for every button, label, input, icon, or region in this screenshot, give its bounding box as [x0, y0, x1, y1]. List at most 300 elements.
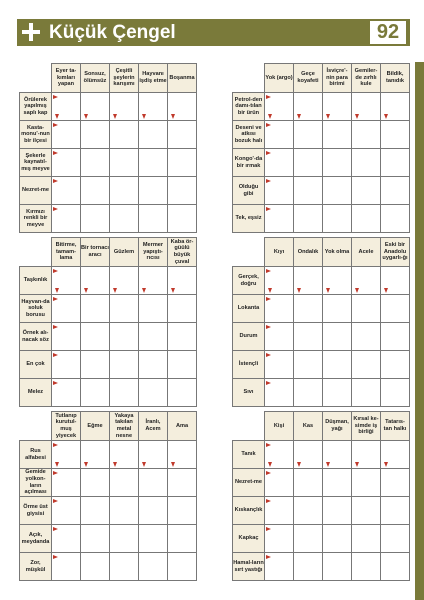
answer-cell[interactable] [352, 93, 381, 121]
top-clue-cell [352, 64, 381, 93]
top-clue-cell [294, 64, 323, 93]
answer-cell[interactable] [139, 323, 168, 351]
right-arrow-icon [266, 555, 271, 559]
down-arrow-icon [142, 462, 146, 467]
right-arrow-icon [53, 499, 58, 503]
answer-cell[interactable] [294, 205, 323, 233]
answer-cell[interactable] [110, 525, 139, 553]
answer-cell[interactable] [381, 525, 410, 553]
clue-text: Tatarıs-tan halkı [383, 419, 407, 432]
clue-text: Açık, meydanda [21, 531, 50, 545]
grid-corner [233, 238, 265, 267]
answer-cell[interactable] [323, 205, 352, 233]
top-clue-cell [381, 412, 410, 441]
answer-cell[interactable] [294, 351, 323, 379]
left-clue-cell [233, 177, 265, 205]
left-clue-cell [20, 205, 52, 233]
answer-cell[interactable] [52, 351, 81, 379]
answer-cell[interactable] [81, 379, 110, 407]
answer-cell[interactable] [110, 553, 139, 581]
answer-cell[interactable] [139, 553, 168, 581]
top-clue-cell [52, 238, 81, 267]
answer-cell[interactable] [81, 351, 110, 379]
answer-cell[interactable] [139, 121, 168, 149]
answer-cell[interactable] [381, 149, 410, 177]
clue-text: Bildik, tanıdık [385, 71, 405, 84]
down-arrow-icon [355, 462, 359, 467]
right-arrow-icon [53, 151, 58, 155]
answer-cell[interactable] [352, 177, 381, 205]
answer-cell[interactable] [168, 351, 197, 379]
top-clue-cell [52, 412, 81, 441]
right-arrow-icon [266, 269, 271, 273]
answer-cell[interactable] [81, 177, 110, 205]
answer-cell[interactable] [110, 177, 139, 205]
grid-corner [20, 412, 52, 441]
answer-cell[interactable] [110, 295, 139, 323]
right-arrow-icon [266, 381, 271, 385]
top-clue-cell [294, 238, 323, 267]
answer-cell[interactable] [381, 469, 410, 497]
clue-text: Yok (argo) [265, 74, 293, 81]
answer-cell[interactable] [265, 149, 294, 177]
puzzle-4 [232, 237, 410, 407]
left-clue-cell [233, 121, 265, 149]
answer-cell[interactable] [110, 497, 139, 525]
right-arrow-icon [266, 95, 271, 99]
answer-cell[interactable] [265, 525, 294, 553]
clue-text: Kas [302, 422, 314, 429]
top-clue-cell [352, 238, 381, 267]
clue-text: Olduğu gibi [238, 183, 259, 197]
top-clue-cell [168, 238, 197, 267]
answer-cell[interactable] [139, 469, 168, 497]
left-clue-cell [20, 93, 52, 121]
right-arrow-icon [53, 555, 58, 559]
answer-cell[interactable] [381, 441, 410, 469]
answer-cell[interactable] [139, 205, 168, 233]
answer-cell[interactable] [52, 525, 81, 553]
answer-cell[interactable] [323, 351, 352, 379]
right-arrow-icon [53, 527, 58, 531]
clue-text: Taşkınlık [23, 277, 48, 284]
answer-cell[interactable] [381, 177, 410, 205]
crossword-grid [19, 237, 197, 407]
right-arrow-icon [266, 207, 271, 211]
answer-cell[interactable] [323, 379, 352, 407]
answer-cell[interactable] [110, 469, 139, 497]
clue-text: Kapkaç [238, 535, 259, 542]
answer-cell[interactable] [381, 267, 410, 295]
answer-cell[interactable] [168, 469, 197, 497]
down-arrow-icon [142, 114, 146, 119]
answer-cell[interactable] [265, 267, 294, 295]
answer-cell[interactable] [323, 177, 352, 205]
left-clue-cell [20, 323, 52, 351]
answer-cell[interactable] [168, 379, 197, 407]
answer-cell[interactable] [323, 295, 352, 323]
answer-cell[interactable] [81, 323, 110, 351]
answer-cell[interactable] [110, 379, 139, 407]
down-arrow-icon [113, 288, 117, 293]
crossword-grid [19, 411, 197, 581]
clue-text: Eski bir Anadolu uygarlı-ğı [382, 242, 408, 262]
left-clue-cell [233, 149, 265, 177]
answer-cell[interactable] [52, 149, 81, 177]
answer-cell[interactable] [81, 121, 110, 149]
clue-text: İstençli [238, 361, 259, 368]
left-clue-cell [20, 497, 52, 525]
answer-cell[interactable] [352, 149, 381, 177]
down-arrow-icon [355, 288, 359, 293]
grid-corner [233, 412, 265, 441]
clue-text: En çok [26, 361, 45, 368]
answer-cell[interactable] [52, 267, 81, 295]
left-clue-cell [20, 351, 52, 379]
clue-text: Eyer ta-kımları yapan [55, 68, 77, 88]
puzzle-2 [232, 63, 410, 233]
answer-cell[interactable] [168, 93, 197, 121]
clue-text: Kasta-monu'-nun bir ilçesi [21, 124, 50, 144]
puzzle-3 [19, 237, 197, 407]
top-clue-cell [294, 412, 323, 441]
left-clue-cell [20, 441, 52, 469]
down-arrow-icon [113, 462, 117, 467]
left-clue-cell [233, 469, 265, 497]
answer-cell[interactable] [110, 205, 139, 233]
top-clue-cell [168, 64, 197, 93]
clue-text: Acele [358, 248, 374, 255]
left-clue-cell [20, 295, 52, 323]
answer-cell[interactable] [52, 121, 81, 149]
answer-cell[interactable] [52, 379, 81, 407]
answer-cell[interactable] [52, 441, 81, 469]
answer-cell[interactable] [52, 553, 81, 581]
answer-cell[interactable] [323, 267, 352, 295]
clue-text: Kırsal ke-simde iş birliği [353, 416, 379, 436]
down-arrow-icon [84, 114, 88, 119]
top-clue-cell [110, 412, 139, 441]
answer-cell[interactable] [110, 351, 139, 379]
top-clue-cell [139, 238, 168, 267]
left-clue-cell [20, 525, 52, 553]
answer-cell[interactable] [323, 121, 352, 149]
answer-cell[interactable] [265, 469, 294, 497]
plus-icon [22, 23, 40, 41]
clue-text: Hayvan-da soluk borusu [21, 298, 50, 318]
answer-cell[interactable] [294, 469, 323, 497]
answer-cell[interactable] [139, 525, 168, 553]
answer-cell[interactable] [352, 295, 381, 323]
answer-cell[interactable] [294, 441, 323, 469]
answer-cell[interactable] [381, 323, 410, 351]
answer-cell[interactable] [110, 149, 139, 177]
left-clue-cell [233, 525, 265, 553]
top-clue-cell [110, 64, 139, 93]
answer-cell[interactable] [265, 121, 294, 149]
grid-corner [20, 238, 52, 267]
top-clue-cell [323, 238, 352, 267]
answer-cell[interactable] [168, 441, 197, 469]
answer-cell[interactable] [323, 93, 352, 121]
down-arrow-icon [384, 462, 388, 467]
answer-cell[interactable] [52, 323, 81, 351]
clue-text: Ondalık [297, 248, 319, 255]
clue-text: Düşman, yağı [325, 419, 349, 432]
answer-cell[interactable] [294, 121, 323, 149]
top-clue-cell [381, 64, 410, 93]
down-arrow-icon [268, 462, 272, 467]
answer-cell[interactable] [168, 295, 197, 323]
answer-cell[interactable] [352, 379, 381, 407]
page-number: 92 [370, 21, 406, 44]
answer-cell[interactable] [265, 295, 294, 323]
clue-text: Bir tornacı aracı [81, 245, 109, 258]
right-arrow-icon [266, 443, 271, 447]
answer-cell[interactable] [139, 351, 168, 379]
answer-cell[interactable] [139, 93, 168, 121]
clue-text: Kıskançlık [234, 507, 263, 514]
right-arrow-icon [53, 207, 58, 211]
page-header [17, 19, 410, 46]
left-clue-cell [233, 497, 265, 525]
down-arrow-icon [171, 288, 175, 293]
down-arrow-icon [268, 288, 272, 293]
answer-cell[interactable] [265, 177, 294, 205]
top-clue-cell [352, 412, 381, 441]
answer-cell[interactable] [110, 323, 139, 351]
answer-cell[interactable] [352, 469, 381, 497]
answer-cell[interactable] [139, 267, 168, 295]
answer-cell[interactable] [265, 441, 294, 469]
clue-text: Eğme [87, 422, 103, 429]
left-clue-cell [20, 177, 52, 205]
answer-cell[interactable] [168, 497, 197, 525]
answer-cell[interactable] [265, 497, 294, 525]
clue-text: Deseni ve atkısı bozuk halı [234, 124, 263, 144]
crossword-grid [232, 411, 410, 581]
right-arrow-icon [53, 95, 58, 99]
answer-cell[interactable] [81, 267, 110, 295]
clue-text: Mermer yapıştı-rıcısı [142, 242, 164, 262]
answer-cell[interactable] [168, 121, 197, 149]
top-clue-cell [265, 64, 294, 93]
answer-cell[interactable] [323, 553, 352, 581]
answer-cell[interactable] [110, 267, 139, 295]
answer-cell[interactable] [381, 351, 410, 379]
clue-text: Durum [239, 333, 258, 340]
top-clue-cell [81, 238, 110, 267]
right-arrow-icon [266, 151, 271, 155]
clue-text: Gerçek, doğru [238, 273, 259, 287]
answer-cell[interactable] [168, 267, 197, 295]
answer-cell[interactable] [352, 441, 381, 469]
answer-cell[interactable] [81, 497, 110, 525]
answer-cell[interactable] [381, 379, 410, 407]
clue-text: Hamal-ların sırt yastığı [233, 559, 264, 573]
right-arrow-icon [266, 499, 271, 503]
page-title: Küçük Çengel [49, 22, 176, 43]
answer-cell[interactable] [294, 323, 323, 351]
down-arrow-icon [297, 288, 301, 293]
down-arrow-icon [55, 288, 59, 293]
answer-cell[interactable] [323, 469, 352, 497]
answer-cell[interactable] [52, 205, 81, 233]
top-clue-cell [110, 238, 139, 267]
answer-cell[interactable] [168, 177, 197, 205]
answer-cell[interactable] [323, 441, 352, 469]
clue-text: Sıvı [243, 389, 254, 396]
answer-cell[interactable] [110, 441, 139, 469]
clue-text: Kıyı [273, 248, 285, 255]
answer-cell[interactable] [294, 525, 323, 553]
answer-cell[interactable] [352, 323, 381, 351]
down-arrow-icon [297, 462, 301, 467]
answer-cell[interactable] [139, 177, 168, 205]
clue-text: Şekerle kaynatıl-mış meyve [21, 152, 50, 172]
left-clue-cell [233, 553, 265, 581]
right-arrow-icon [53, 353, 58, 357]
answer-cell[interactable] [139, 379, 168, 407]
answer-cell[interactable] [265, 553, 294, 581]
answer-cell[interactable] [139, 295, 168, 323]
answer-cell[interactable] [352, 351, 381, 379]
answer-cell[interactable] [168, 149, 197, 177]
answer-cell[interactable] [294, 149, 323, 177]
answer-cell[interactable] [52, 469, 81, 497]
answer-cell[interactable] [323, 149, 352, 177]
grid-corner [20, 64, 52, 93]
right-arrow-icon [266, 353, 271, 357]
left-clue-cell [233, 205, 265, 233]
answer-cell[interactable] [265, 93, 294, 121]
top-clue-cell [81, 64, 110, 93]
left-clue-cell [233, 441, 265, 469]
left-clue-cell [20, 121, 52, 149]
answer-cell[interactable] [81, 295, 110, 323]
answer-cell[interactable] [323, 323, 352, 351]
right-arrow-icon [53, 443, 58, 447]
answer-cell[interactable] [381, 205, 410, 233]
top-clue-cell [168, 412, 197, 441]
clue-text: Örülerek yapılmış saplı kap [23, 96, 48, 116]
right-arrow-icon [53, 123, 58, 127]
answer-cell[interactable] [294, 267, 323, 295]
answer-cell[interactable] [352, 121, 381, 149]
clue-text: Çeşitli şeylerin karışımı [113, 68, 135, 88]
answer-cell[interactable] [81, 93, 110, 121]
answer-cell[interactable] [294, 497, 323, 525]
answer-cell[interactable] [352, 497, 381, 525]
answer-cell[interactable] [168, 553, 197, 581]
answer-cell[interactable] [381, 553, 410, 581]
top-clue-cell [323, 412, 352, 441]
clue-text: Tutlanıp kurutul-muş yiyecek [55, 412, 77, 439]
answer-cell[interactable] [294, 295, 323, 323]
answer-cell[interactable] [81, 525, 110, 553]
answer-cell[interactable] [265, 205, 294, 233]
answer-cell[interactable] [352, 205, 381, 233]
answer-cell[interactable] [52, 177, 81, 205]
left-clue-cell [20, 267, 52, 295]
answer-cell[interactable] [294, 177, 323, 205]
grid-corner [233, 64, 265, 93]
clue-text: Melez [27, 389, 44, 396]
answer-cell[interactable] [139, 441, 168, 469]
answer-cell[interactable] [352, 267, 381, 295]
right-arrow-icon [266, 471, 271, 475]
answer-cell[interactable] [265, 323, 294, 351]
answer-cell[interactable] [81, 149, 110, 177]
top-clue-cell [265, 412, 294, 441]
crossword-grid [19, 63, 197, 233]
answer-cell[interactable] [381, 295, 410, 323]
clue-text: Yakaya takılan metal nesne [114, 412, 134, 439]
answer-cell[interactable] [265, 379, 294, 407]
answer-cell[interactable] [81, 469, 110, 497]
answer-cell[interactable] [52, 295, 81, 323]
answer-cell[interactable] [323, 497, 352, 525]
answer-cell[interactable] [110, 93, 139, 121]
puzzle-1 [19, 63, 197, 233]
answer-cell[interactable] [81, 205, 110, 233]
clue-text: Yok olma [324, 248, 350, 255]
answer-cell[interactable] [81, 441, 110, 469]
clue-text: Kişi [273, 422, 285, 429]
answer-cell[interactable] [323, 525, 352, 553]
answer-cell[interactable] [294, 93, 323, 121]
answer-cell[interactable] [139, 149, 168, 177]
answer-cell[interactable] [168, 323, 197, 351]
right-arrow-icon [53, 471, 58, 475]
top-clue-cell [81, 412, 110, 441]
clue-text: İsviçre'-nin para birimi [326, 68, 348, 88]
answer-cell[interactable] [352, 553, 381, 581]
answer-cell[interactable] [168, 525, 197, 553]
clue-text: Tanık [241, 451, 256, 458]
clue-text: Bitirme, tamam-lama [55, 242, 77, 262]
right-arrow-icon [53, 179, 58, 183]
answer-cell[interactable] [294, 553, 323, 581]
top-clue-cell [323, 64, 352, 93]
down-arrow-icon [84, 288, 88, 293]
answer-cell[interactable] [52, 497, 81, 525]
answer-cell[interactable] [265, 351, 294, 379]
clue-text: Güzlem [113, 248, 135, 255]
answer-cell[interactable] [110, 121, 139, 149]
clue-text: Örnek alı-nacak söz [22, 329, 49, 343]
answer-cell[interactable] [381, 93, 410, 121]
right-arrow-icon [53, 269, 58, 273]
clue-text: Lokanta [237, 305, 260, 312]
right-arrow-icon [266, 123, 271, 127]
puzzle-6 [232, 411, 410, 581]
top-clue-cell [381, 238, 410, 267]
down-arrow-icon [384, 288, 388, 293]
clue-text: Sonsuz, ölümsüz [83, 71, 107, 84]
answer-cell[interactable] [52, 93, 81, 121]
top-clue-cell [139, 412, 168, 441]
answer-cell[interactable] [352, 525, 381, 553]
left-clue-cell [233, 295, 265, 323]
answer-cell[interactable] [294, 379, 323, 407]
answer-cell[interactable] [168, 205, 197, 233]
answer-cell[interactable] [381, 121, 410, 149]
answer-cell[interactable] [139, 497, 168, 525]
answer-cell[interactable] [81, 553, 110, 581]
down-arrow-icon [326, 462, 330, 467]
answer-cell[interactable] [381, 497, 410, 525]
